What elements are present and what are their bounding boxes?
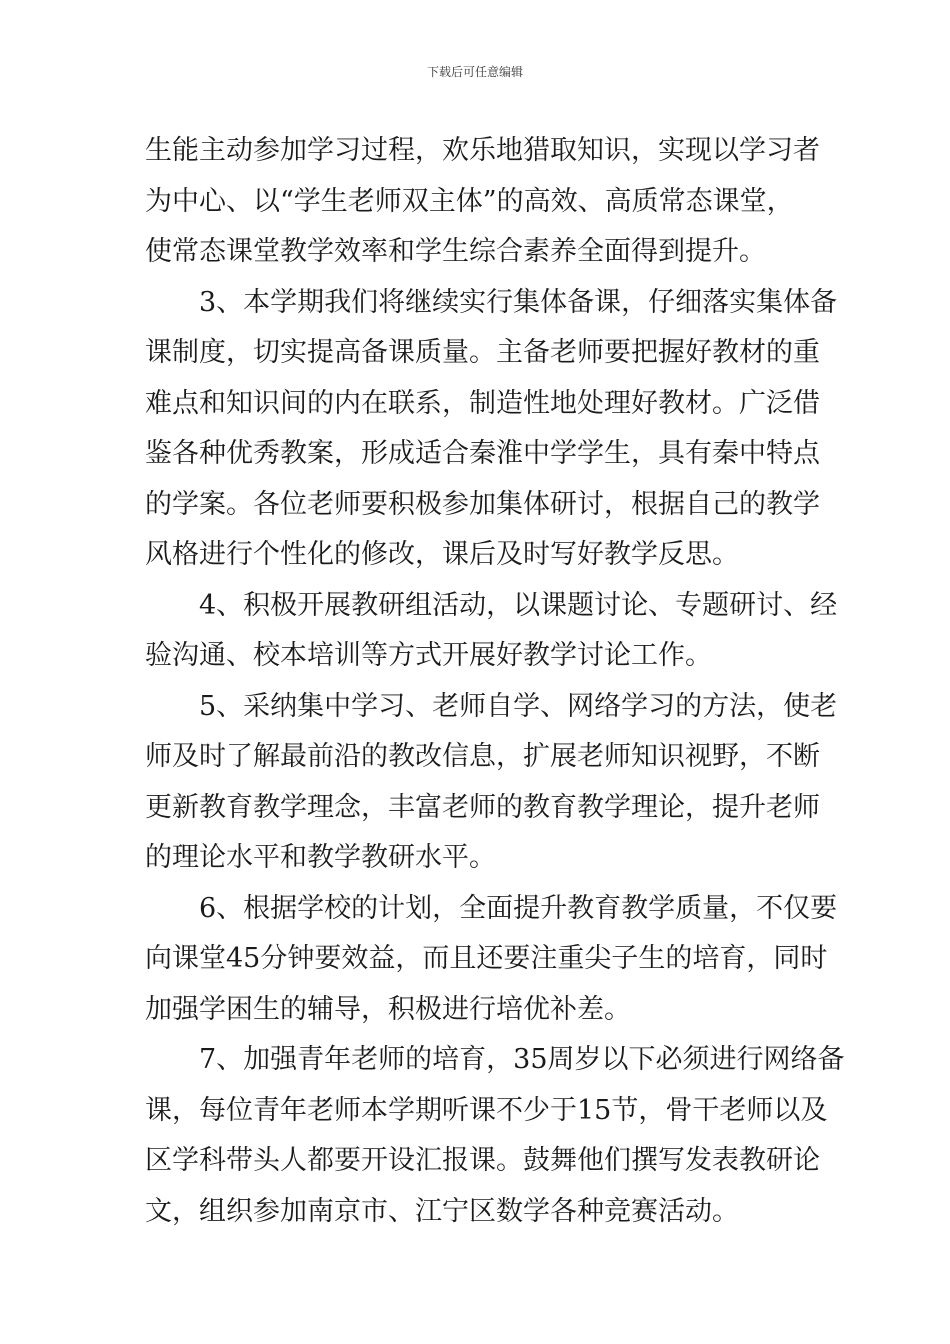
page-header: 下载后可任意编辑 bbox=[426, 65, 523, 79]
paragraph-6-first-line: 6、根据学校的计划，全面提升教育教学质量，不仅要 bbox=[199, 892, 838, 924]
text-line: 为中心、以“学生老师双主体”的高效、高质常态课堂， bbox=[145, 185, 794, 217]
text-line: 的学案。各位老师要积极参加集体研讨，根据自己的教学 bbox=[145, 488, 820, 520]
text-line: 文，组织参加南京市、江宁区数学各种竞赛活动。 bbox=[145, 1195, 739, 1227]
paragraph-5-first-line: 5、采纳集中学习、老师自学、网络学习的方法，使老 bbox=[199, 690, 838, 722]
text-line: 风格进行个性化的修改，课后及时写好教学反思。 bbox=[145, 539, 739, 570]
text-line: 的理论水平和教学教研水平。 bbox=[145, 842, 496, 873]
paragraph-4-first-line: 4、积极开展教研组活动，以课题讨论、专题研讨、经 bbox=[199, 589, 838, 621]
text-line: 区学科带头人都要开设汇报课。鼓舞他们撰写发表教研论 bbox=[145, 1145, 820, 1176]
text-line: 向课堂45分钟要效益，而且还要注重尖子生的培育，同时 bbox=[145, 943, 828, 974]
text-line: 难点和知识间的内在联系，制造性地处理好教材。广泛借 bbox=[145, 387, 820, 419]
text-line: 课，每位青年老师本学期听课不少于15节，骨干老师以及 bbox=[145, 1094, 828, 1126]
text-line: 验沟通、校本培训等方式开展好教学讨论工作。 bbox=[145, 640, 712, 671]
text-line: 加强学困生的辅导，积极进行培优补差。 bbox=[145, 993, 631, 1025]
text-line: 生能主动参加学习过程，欢乐地猎取知识，实现以学习者 bbox=[145, 135, 820, 166]
document-body bbox=[145, 126, 845, 1237]
paragraph-3-first-line: 3、本学期我们将继续实行集体备课，仔细落实集体备 bbox=[199, 286, 838, 318]
text-line: 师及时了解最前沿的教改信息，扩展老师知识视野，不断 bbox=[145, 741, 820, 772]
paragraph-7-first-line: 7、加强青年老师的培育，35周岁以下必须进行网络备 bbox=[199, 1044, 845, 1075]
text-line: 更新教育教学理念，丰富老师的教育教学理论，提升老师 bbox=[145, 791, 820, 823]
text-line: 鉴各种优秀教案，形成适合秦淮中学学生，具有秦中特点 bbox=[145, 438, 820, 469]
text-line: 课制度，切实提高备课质量。主备老师要把握好教材的重 bbox=[145, 337, 820, 368]
text-line: 使常态课堂教学效率和学生综合素养全面得到提升。 bbox=[145, 236, 766, 267]
